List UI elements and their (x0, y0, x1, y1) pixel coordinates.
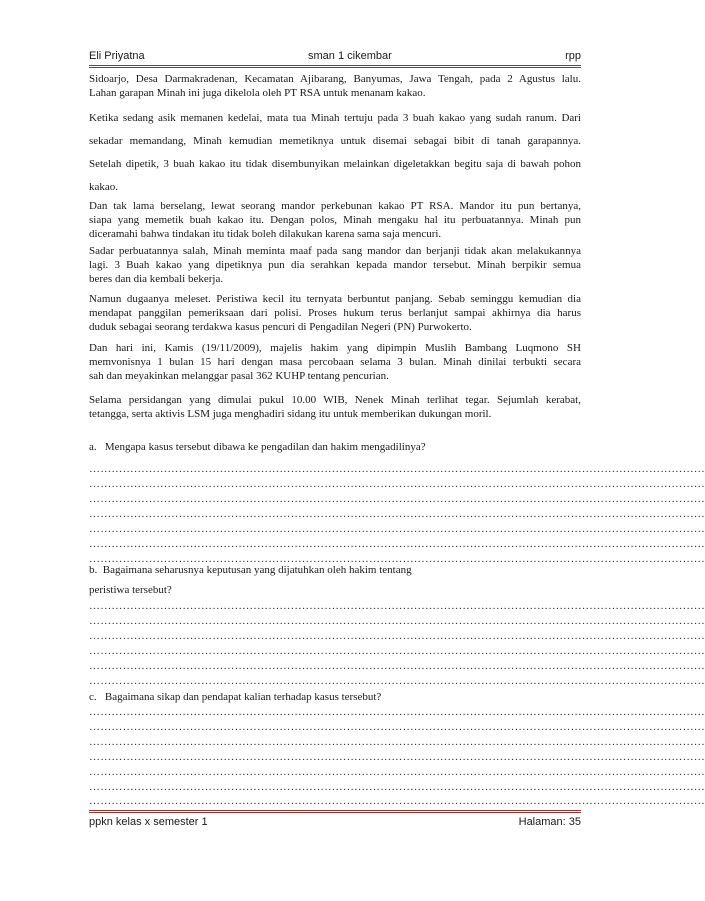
paragraph-line: lagi. 3 Buah kakao yang dipetiknya pun dia serahkan kepada mandor tersebut. Minah berpikir semua (89, 259, 581, 271)
answer-line[interactable]: ………………………………………………………………………………………………………………………………………………… (89, 721, 705, 733)
answer-line[interactable]: ………………………………………………………………………………………………………………………………………………… (89, 463, 705, 475)
question-text: Mengapa kasus tersebut dibawa ke pengadilan dan hakim mengadilinya? (104, 441, 426, 453)
paragraph-line: Sadar perbuatannya salah, Minah meminta maaf pada sang mandor dan berjanji tidak akan melakukannya (89, 245, 581, 257)
paragraph-line: Dan hari ini, Kamis (19/11/2009), majelis hakim yang dipimpin Muslih Bambang Luqmono SH (89, 342, 581, 354)
question-b (89, 560, 581, 600)
paragraph-line: sekadar memandang, Minah kemudian memetiknya untuk disemai sebagai bibit di tanah garapannya. (89, 135, 581, 147)
question-line (89, 690, 581, 704)
header-school: sman 1 cikembar (308, 50, 392, 62)
answer-line[interactable]: ………………………………………………………………………………………………………………………………………………… (89, 493, 705, 505)
answer-line[interactable]: ………………………………………………………………………………………………………………………………………………… (89, 645, 705, 657)
question-label: a. (89, 441, 97, 453)
paragraph-line: Namun dugaanya meleset. Peristiwa kecil itu ternyata berbuntut panjang. Sebab seminggu kemudian dia (89, 293, 581, 305)
paragraph-line: mendapat panggilan pemeriksaan dari polisi. Proses hukum terus berlanjut sampai akhirnya dia harus (89, 307, 581, 319)
answer-line[interactable]: ………………………………………………………………………………………………………………………………………………… (89, 766, 705, 778)
question-line (89, 440, 581, 454)
answer-line[interactable]: ………………………………………………………………………………………………………………………………………………… (89, 751, 705, 763)
footer-page-number: Halaman: 35 (518, 816, 581, 828)
answer-line[interactable]: ………………………………………………………………………………………………………………………………………………… (89, 660, 705, 672)
paragraph-1 (89, 72, 581, 100)
paragraph-line: siapa yang memetik buah kakao itu. Dengan polos, Minah mengaku hal itu perbuatannya. Minah pun (89, 214, 581, 226)
paragraph-line: Dan tak lama berselang, lewat seorang mandor perkebunan kakao PT RSA. Mandor itu pun bertanya, (89, 200, 581, 212)
question-a (89, 440, 581, 454)
paragraph-6 (89, 341, 581, 383)
paragraph-line: Ketika sedang asik memanen kedelai, mata tua Minah tertuju pada 3 buah kakao yang sudah ranum. Dari (89, 112, 581, 124)
answer-line[interactable]: ………………………………………………………………………………………………………………………………………………… (89, 615, 705, 627)
question-text: peristiwa tersebut? (89, 584, 172, 596)
paragraph-line: sah dan meyakinkan melanggar pasal 362 KUHP tentang pencurian. (89, 370, 389, 382)
paragraph-line: duduk sebagai seorang terdakwa kasus pencuri di Pengadilan Negeri (PN) Purwokerto. (89, 321, 472, 333)
header-doc-type: rpp (565, 50, 581, 62)
question-line (89, 560, 581, 580)
paragraph-3 (89, 199, 581, 241)
answer-line[interactable]: ………………………………………………………………………………………………………………………………………………… (89, 553, 705, 565)
paragraph-line: memvonisnya 1 bulan 15 hari dengan masa percobaan selama 3 bulan. Minah dinilai terbukti secara (89, 356, 581, 368)
answer-line[interactable]: ………………………………………………………………………………………………………………………………………………… (89, 706, 705, 718)
page-header (89, 49, 581, 63)
paragraph-5 (89, 292, 581, 334)
page-footer (89, 815, 581, 829)
footer-rule (89, 810, 581, 813)
answer-line[interactable]: ………………………………………………………………………………………………………………………………………………… (89, 600, 705, 612)
answer-line[interactable]: ………………………………………………………………………………………………………………………………………………… (89, 538, 705, 550)
answer-line[interactable]: ………………………………………………………………………………………………………………………………………………… (89, 781, 705, 793)
answer-line[interactable]: ………………………………………………………………………………………………………………………………………………… (89, 736, 705, 748)
header-rule (89, 65, 581, 68)
answer-line[interactable]: ………………………………………………………………………………………………………………………………………………… (89, 630, 705, 642)
answer-line[interactable]: ………………………………………………………………………………………………………………………………………………… (89, 675, 705, 687)
paragraph-line: kakao. (89, 181, 119, 193)
answer-line[interactable]: ………………………………………………………………………………………………………………………………………………… (89, 795, 705, 807)
paragraph-2 (89, 107, 581, 199)
paragraph-line: Sidoarjo, Desa Darmakradenan, Kecamatan Ajibarang, Banyumas, Jawa Tengah, pada 2 Agustus lalu. (89, 73, 581, 85)
question-c (89, 690, 581, 704)
header-author: Eli Priyatna (89, 50, 145, 62)
question-label: b. (89, 564, 98, 576)
paragraph-7 (89, 393, 581, 421)
paragraph-line: Setelah dipetik, 3 buah kakao itu tidak disembunyikan melainkan digeletakkan begitu saja di bawah pohon (89, 158, 581, 170)
question-text: Bagaimana sikap dan pendapat kalian terhadap kasus tersebut? (104, 691, 382, 703)
footer-course: ppkn kelas x semester 1 (89, 816, 208, 828)
answer-line[interactable]: ………………………………………………………………………………………………………………………………………………… (89, 508, 705, 520)
paragraph-line: Selama persidangan yang dimulai pukul 10.00 WIB, Nenek Minah terlihat tegar. Sejumlah kerabat, (89, 394, 581, 406)
answer-line[interactable]: ………………………………………………………………………………………………………………………………………………… (89, 523, 705, 535)
paragraph-line: tetangga, serta aktivis LSM juga menghadiri sidang itu untuk memberikan dukungan moril. (89, 408, 492, 420)
paragraph-line: diceramahi bahwa tindakan itu tidak boleh dilakukan karena sama saja mencuri. (89, 228, 442, 240)
paragraph-line: beres dan dia kembali bekerja. (89, 273, 224, 285)
question-text: Bagaimana seharusnya keputusan yang dijatuhkan oleh hakim tentang (102, 564, 412, 576)
question-label: c. (89, 691, 97, 703)
answer-line[interactable]: ………………………………………………………………………………………………………………………………………………… (89, 478, 705, 490)
paragraph-line: Lahan garapan Minah ini juga dikelola oleh PT RSA untuk menanam kakao. (89, 87, 426, 99)
paragraph-4 (89, 244, 581, 286)
